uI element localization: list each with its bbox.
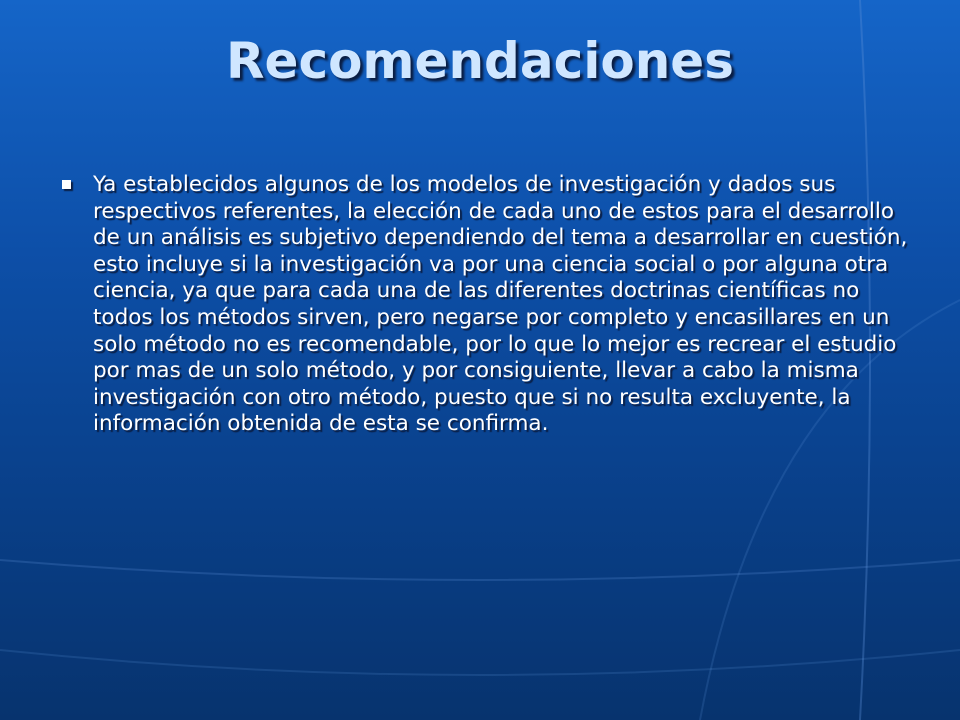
bullet-text: Ya establecidos algunos de los modelos de investigación y dados sus respectivos referentes, la elección de cada uno de estos para el desarrollo de un análisis es subjetivo dependiendo del tema a desarrollar en cuestión, esto incluye si la investigación va por una ciencia social o por alguna otra ciencia, ya que para cada una de las diferentes doctrinas científicas no todos los métodos sirven, pero negarse por completo y encasillares en un solo método no es recomendable, por lo que lo mejor es recrear el estudio por mas de un solo método, y por consiguiente, llevar a cabo la misma investigación con otro método, puesto que si no resulta excluyente, la información obtenida de esta se confirma.	[93, 172, 908, 437]
bullet-item	[62, 172, 912, 438]
bullet-list	[62, 172, 912, 438]
slide-title: Recomendaciones	[226, 32, 734, 90]
square-bullet-icon	[62, 180, 71, 189]
